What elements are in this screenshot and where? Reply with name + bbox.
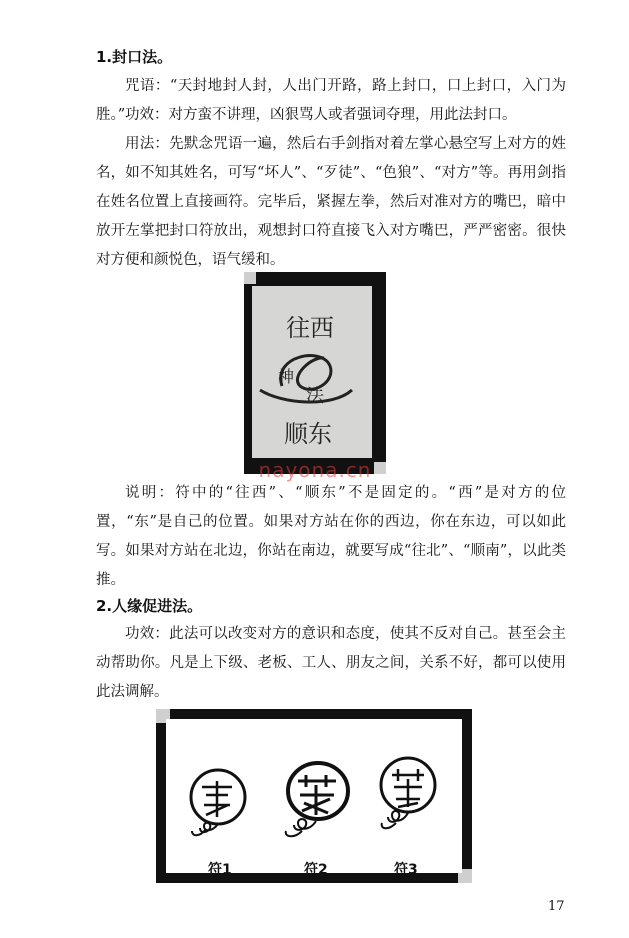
- talisman-label-1: 符1: [208, 862, 232, 878]
- talisman-image: [252, 286, 372, 458]
- section1-usage: 用法：先默念咒语一遍，然后右手剑指对着左掌心悬空写上对方的姓名，如不知其姓名，可写“坏人”、“歹徒”、“色狼”、“对方”等。再用剑指在姓名位置上直接画符。完毕后，紧握左拳，然后对准对方的嘴巴，暗中放开左掌把封口符放出，观想封口符直接飞入对方嘴巴，严严密密。很快对方便和颜悦色，语气缓和。: [96, 136, 566, 268]
- talismans-drawing: [166, 719, 462, 873]
- page-number: 17: [548, 899, 565, 914]
- talisman-2: [286, 763, 348, 836]
- talismans-image: [166, 719, 462, 878]
- section1-mantra: 咒语：“天封地封人封，人出门开路，路上封口，口上封口，入门为胜。”: [96, 78, 566, 123]
- talisman-drawing: [252, 286, 372, 458]
- section1-heading: 1.封口法。: [96, 48, 173, 66]
- talisman-label-3: 符3: [394, 862, 418, 878]
- talisman-3: [381, 758, 435, 828]
- section2-effect: 功效：此法可以改变对方的意识和态度，使其不反对自己。甚至会主动帮助你。凡是上下级、老板、工人、朋友之间，关系不好，都可以使用此法调解。: [96, 626, 566, 700]
- watermark: nayona.cn: [258, 458, 372, 482]
- section1-effect: 功效：对方蛮不讲理，凶狠骂人或者强词夺理，用此法封口。: [125, 107, 517, 123]
- section2-heading: 2.人缘促进法。: [96, 597, 203, 615]
- talisman-text-mid: 法: [306, 386, 324, 407]
- popularity-talismans-figure: [156, 709, 472, 883]
- talisman-1: [191, 770, 245, 835]
- seal-talisman-figure: [244, 272, 386, 474]
- section1-note: 说明：符中的“往西”、“顺东”不是固定的。“西”是对方的位置，“东”是自己的位置。如果对方站在你的西边，你在东边，可以如此写。如果对方站在北边，你站在南边，就要写成“往北”、“顺南”，以此类推。: [96, 485, 566, 588]
- talisman-text-top: 往西: [286, 314, 334, 342]
- talisman-text-left: 神: [278, 367, 295, 386]
- talisman-text-bottom: 顺东: [284, 420, 332, 448]
- talisman-label-2: 符2: [304, 862, 328, 878]
